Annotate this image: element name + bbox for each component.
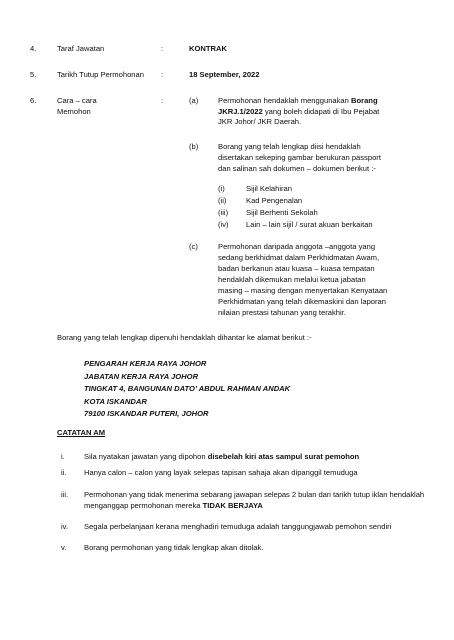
- note-ii-number: ii.: [61, 468, 67, 477]
- address-line-5: 79100 ISKANDAR PUTERI, JOHOR: [84, 409, 209, 419]
- note-i-text-pre: Sila nyatakan jawatan yang dipohon: [84, 452, 208, 461]
- note-iv-number: iv.: [61, 522, 69, 531]
- subitem-iv-text: Lain – lain sijil / surat akuan berkaitan: [246, 220, 373, 229]
- note-iii-line2-pre: menganggap permohonan mereka: [84, 501, 203, 510]
- sub-c-line4: hendaklah dikemukan melalui ketua jabatan: [218, 275, 366, 284]
- sub-a-text-pre: Permohonan hendaklah menggunakan: [218, 96, 351, 105]
- item-6-colon: :: [161, 96, 164, 105]
- note-iii-number: iii.: [61, 490, 69, 499]
- item-5-number: 5.: [30, 70, 37, 79]
- sub-a-paragraph: [218, 96, 400, 128]
- subitem-ii-text: Kad Pengenalan: [246, 196, 303, 205]
- note-iii-line2-bold: TIDAK BERJAYA: [202, 501, 263, 510]
- item-4-number: 4.: [30, 44, 37, 53]
- item-6-label-line1: Cara – cara: [57, 96, 97, 105]
- sub-c-line6: Perkhidmatan yang telah dikemaskini dan laporan: [218, 297, 387, 306]
- subitem-iii-text: Sijil Berhenti Sekolah: [246, 208, 318, 217]
- item-5-label: Tarikh Tutup Permohonan: [57, 70, 144, 79]
- item-5-colon: :: [161, 70, 164, 79]
- sub-a-bold-borang: Borang: [351, 96, 378, 105]
- address-line-4: KOTA ISKANDAR: [84, 396, 147, 406]
- subitem-iii-number: (iii): [218, 208, 229, 217]
- subitem-iv-number: (iv): [218, 220, 229, 229]
- sub-a-text-post: yang boleh didapati di Ibu Pejabat: [262, 106, 380, 116]
- item-4-label: Taraf Jawatan: [57, 44, 105, 53]
- sub-c-mark: (c): [189, 242, 198, 251]
- sub-b-line1: Borang yang telah lengkap diisi hendaklah: [218, 142, 361, 151]
- address-line-2: JABATAN KERJA RAYA JOHOR: [84, 371, 199, 381]
- address-block: [84, 358, 290, 421]
- item-5-value: 18 September, 2022: [189, 70, 260, 79]
- item-6-number: 6.: [30, 96, 37, 105]
- item-4-value: KONTRAK: [189, 44, 227, 53]
- item-4-colon: :: [161, 44, 164, 53]
- subitem-i-number: (i): [218, 184, 225, 193]
- subitem-i-text: Sijil Kelahiran: [246, 184, 293, 193]
- note-ii-text: Hanya calon – calon yang layak selepas tapisan sahaja akan dipanggil temuduga: [84, 468, 358, 477]
- note-i-text-bold: disebelah kiri atas sampul surat pemohon: [207, 452, 360, 461]
- sub-b-line3: dan salinan sah dokumen – dokumen berikut :-: [218, 164, 376, 173]
- sub-a-mark: (a): [189, 96, 199, 105]
- sub-c-line7: nilaian prestasi tahunan yang terakhir.: [218, 308, 346, 317]
- sub-b-mark: (b): [189, 142, 199, 151]
- note-i-text: [84, 452, 359, 463]
- catatan-heading: CATATAN AM: [57, 428, 106, 437]
- sub-b-line2: disertakan sekeping gambar berukuran passport: [218, 153, 381, 162]
- sub-c-line1: Permohonan daripada anggota –anggota yang: [218, 242, 376, 251]
- item-6-label-line2: Memohon: [57, 107, 91, 116]
- note-v-text: Borang permohonan yang tidak lengkap akan ditolak.: [84, 543, 264, 552]
- sub-c-line2: sedang berkhidmat dalam Perkhidmatan Awam,: [218, 253, 380, 262]
- note-iv-text: Segala perbelanjaan kerana menghadiri temuduga adalah tanggungjawab pemohon sendiri: [84, 522, 392, 531]
- note-i-number: i.: [61, 452, 65, 461]
- sub-a-line3: JKR Johor/ JKR Daerah.: [218, 117, 302, 127]
- sub-c-line5: masing – masing dengan menyertakan Kenyataan: [218, 286, 388, 295]
- note-iii-line2: [84, 501, 263, 512]
- note-v-number: v.: [61, 543, 67, 552]
- address-line-3: TINGKAT 4, BANGUNAN DATO’ ABDUL RAHMAN ANDAK: [84, 384, 291, 394]
- address-intro: Borang yang telah lengkap dipenuhi hendaklah dihantar ke alamat berikut :-: [57, 333, 312, 342]
- sub-a-bold-code: JKRJ.1/2022: [218, 106, 263, 116]
- note-iii-line1: Permohonan yang tidak menerima sebarang jawapan selepas 2 bulan dari tarikh tutup iklan hendaklah: [84, 490, 425, 499]
- sub-c-line3: badan berkanun atau kuasa – kuasa tempatan: [218, 264, 375, 273]
- address-line-1: PENGARAH KERJA RAYA JOHOR: [84, 359, 207, 368]
- subitem-ii-number: (ii): [218, 196, 227, 205]
